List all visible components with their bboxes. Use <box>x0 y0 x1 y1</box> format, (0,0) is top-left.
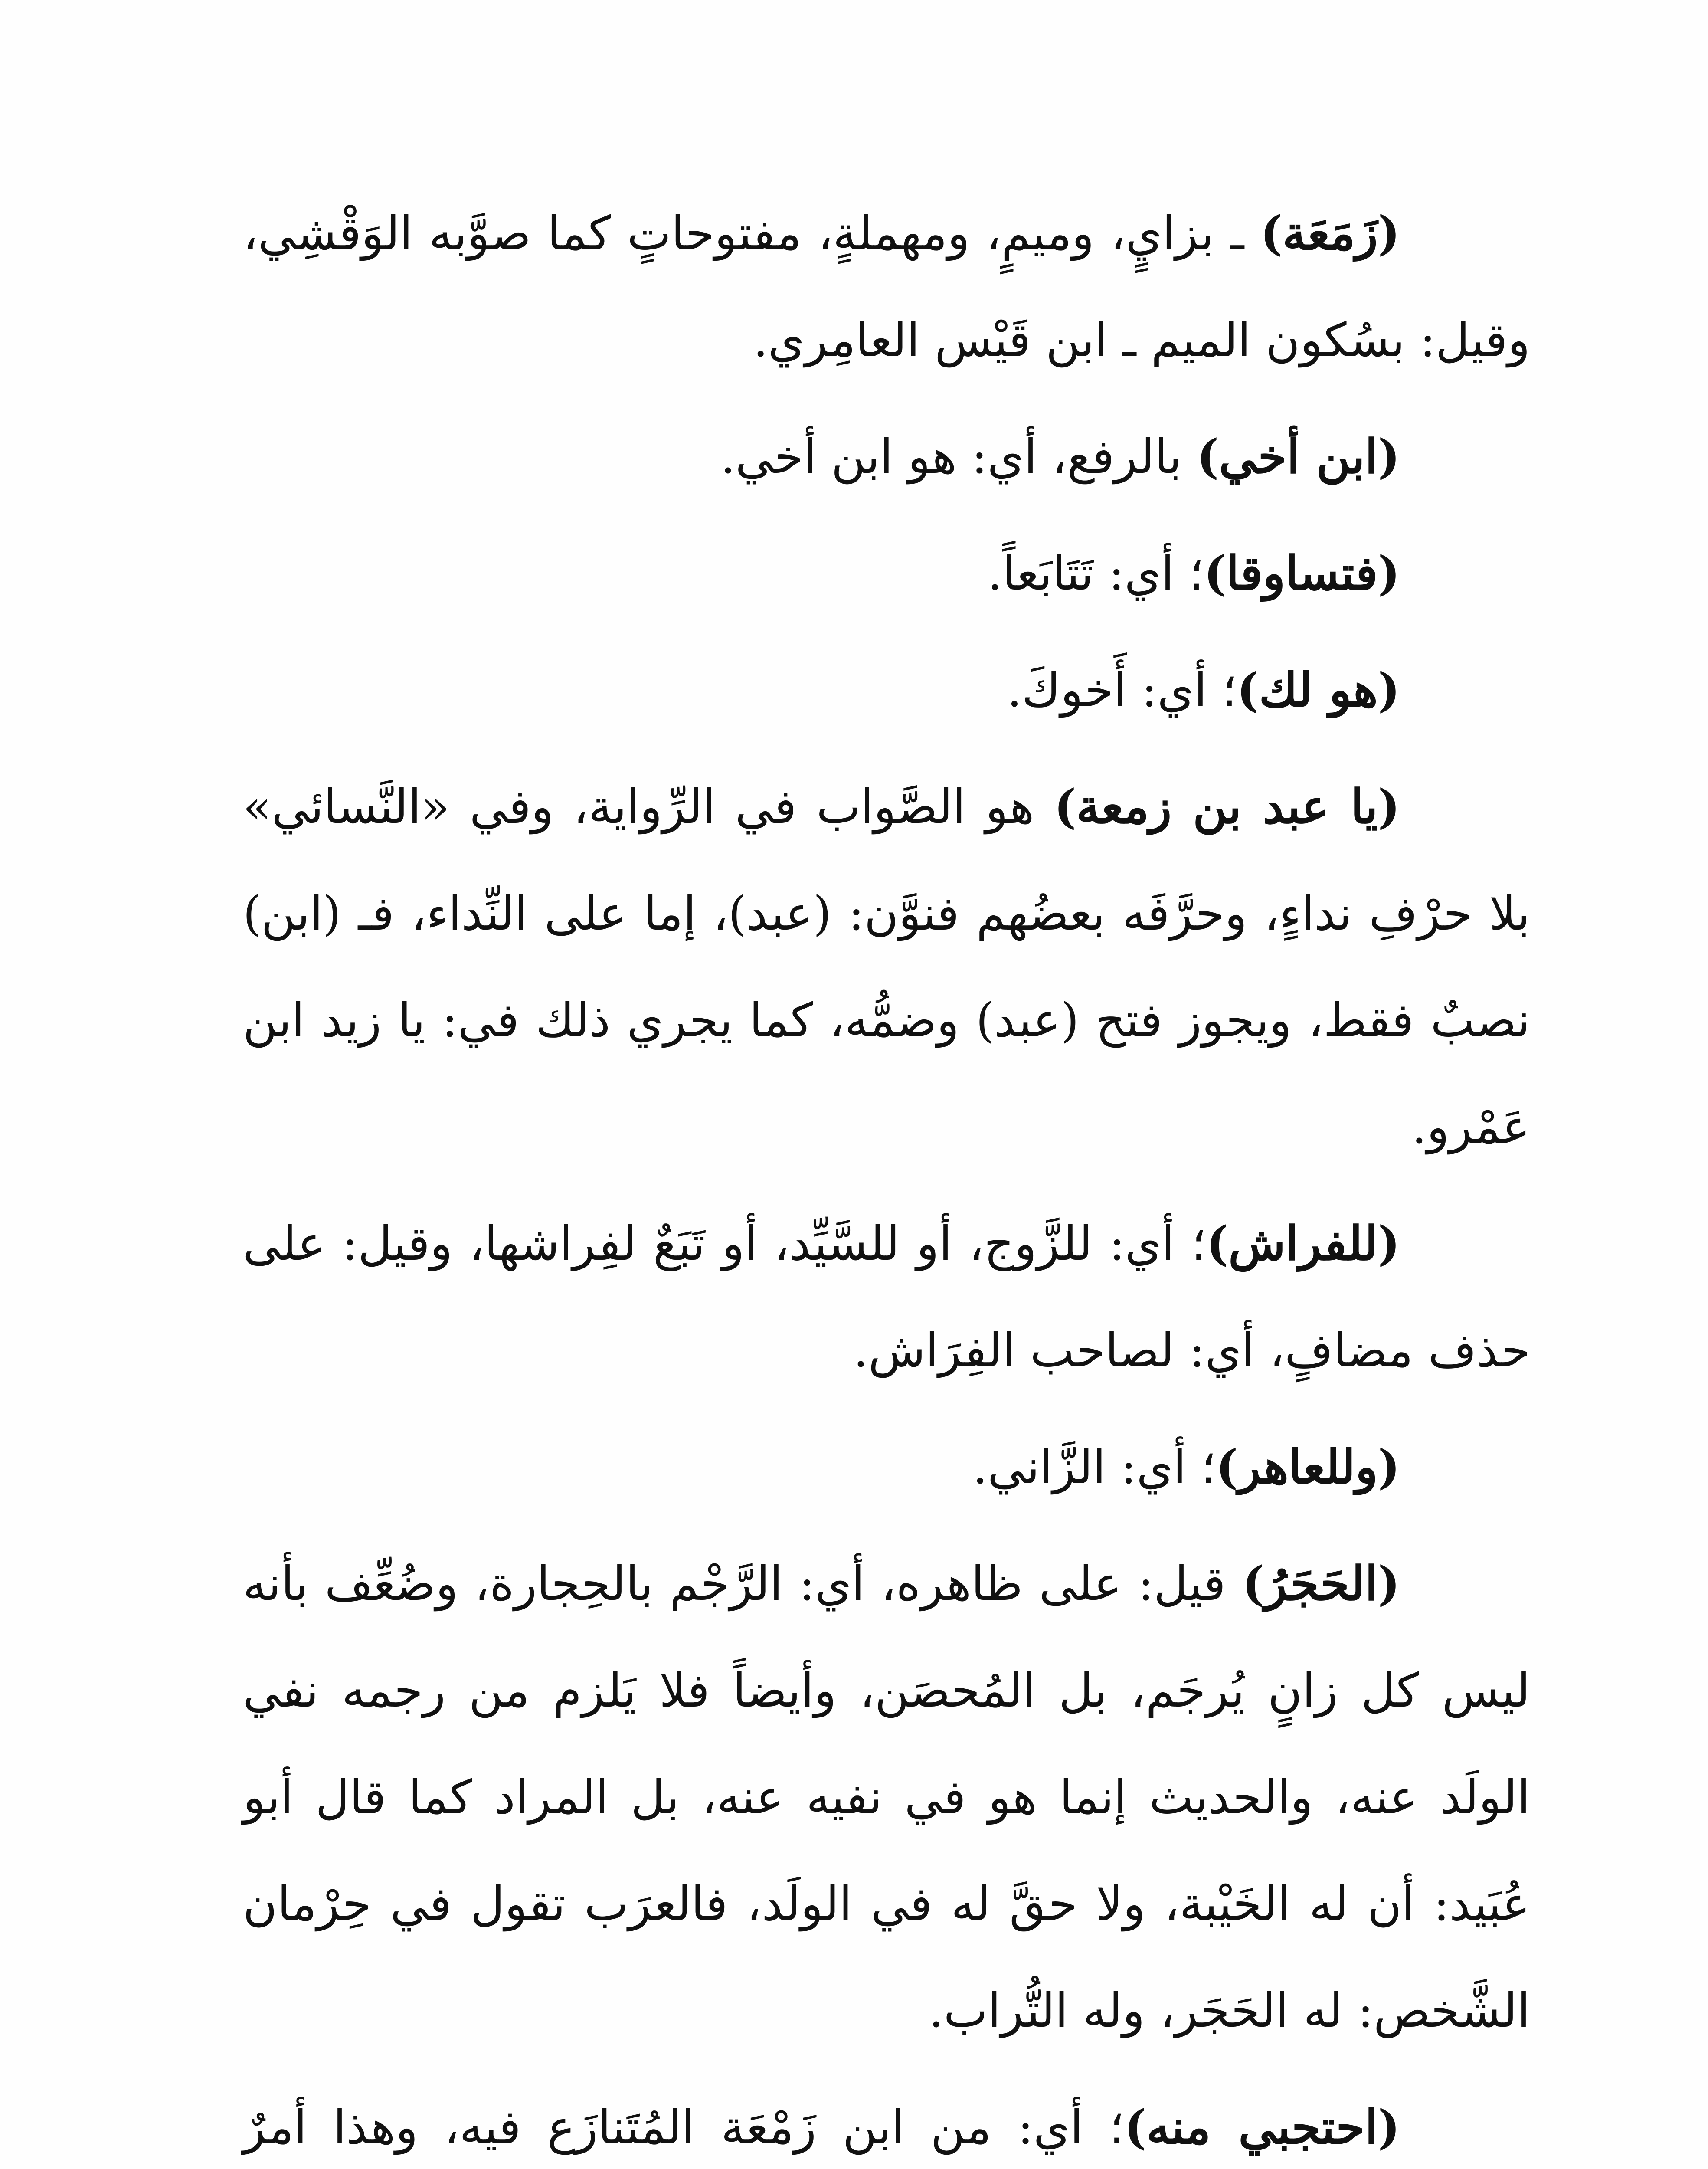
paragraph-body: هو الصَّواب في الرِّواية، وفي «النَّسائي» بلا حرْفِ نداءٍ، وحرَّفَه بعضُهم فنوَّن: (عبد)، إما على النِّداء، فـ (ابن) نصبٌ فقط، ويجوز فتح (عبد) وضمُّه، كما يجري ذلك في: يا زيد ابن عَمْرو. <box>243 780 1530 1154</box>
lemma: (احتجبي منه) <box>1124 2100 1400 2155</box>
paragraph-body: ؛ أي: الزَّاني. <box>972 1440 1216 1494</box>
paragraph-body: ـ بزايٍ، وميمٍ، ومهملةٍ، مفتوحاتٍ كما صوَّبه الوَقْشِي، وقيل: بسُكون الميم ـ ابن قَيْس العامِري. <box>243 206 1530 367</box>
lemma: (للفراش) <box>1206 1216 1400 1271</box>
paragraph-ya-abd <box>243 754 1530 1181</box>
lemma: (هو لك) <box>1237 663 1400 718</box>
paragraph-body: ؛ أي: من ابن زَمْعَة المُتَنازَع فيه، وهذا أمرٌ <box>243 2100 1124 2155</box>
paragraph-ihtajibi <box>243 2074 1530 2169</box>
paragraph-lilfirash <box>243 1190 1530 1404</box>
paragraph-alhajar <box>243 1530 1530 2064</box>
lemma: (يا عبد بن زمعة) <box>1054 780 1400 834</box>
paragraph-body: بالرفع، أي: هو ابن أخي. <box>720 430 1197 484</box>
lemma: (فتساوقا) <box>1204 546 1400 601</box>
paragraph-body: ؛ أي: أَخوكَ. <box>1007 663 1237 718</box>
paragraph-huwa-laka <box>243 637 1530 744</box>
paragraph-body: ؛ أي: للزَّوج، أو للسَّيِّد، أو تَبَعٌ لفِراشها، وقيل: على حذف مضافٍ، أي: لصاحب الفِرَاش. <box>243 1217 1530 1378</box>
lemma: (زَمَعَة) <box>1260 206 1400 261</box>
paragraph-body: قيل: على ظاهره، أي: الرَّجْم بالحِجارة، وضُعِّف بأنه ليس كل زانٍ يُرجَم، بل المُحصَن، وأيضاً فلا يَلزم من رجمه نفي الولَد عنه، والحديث إنما هو في نفيه عنه، بل المراد كما قال أبو عُبَيد: أن له الخَيْبة، ولا حقَّ له في الولَد، فالعرَب تقول في حِرْمان الشَّخص: له الحَجَر، وله التُّراب. <box>243 1557 1530 2038</box>
lemma: (وللعاهر) <box>1216 1440 1400 1494</box>
paragraph-lilahir <box>243 1414 1530 1521</box>
paragraph-zamaa <box>243 180 1530 394</box>
paragraph-body: ؛ أي: تَتَابَعاً. <box>987 547 1204 601</box>
commentary-text <box>243 180 1530 2169</box>
lemma: (الحَجَرُ) <box>1242 1556 1400 1611</box>
paragraph-ibn-akhi <box>243 403 1530 511</box>
lemma: (ابن أخي) <box>1197 429 1400 484</box>
paragraph-fatasawaqa <box>243 520 1530 627</box>
